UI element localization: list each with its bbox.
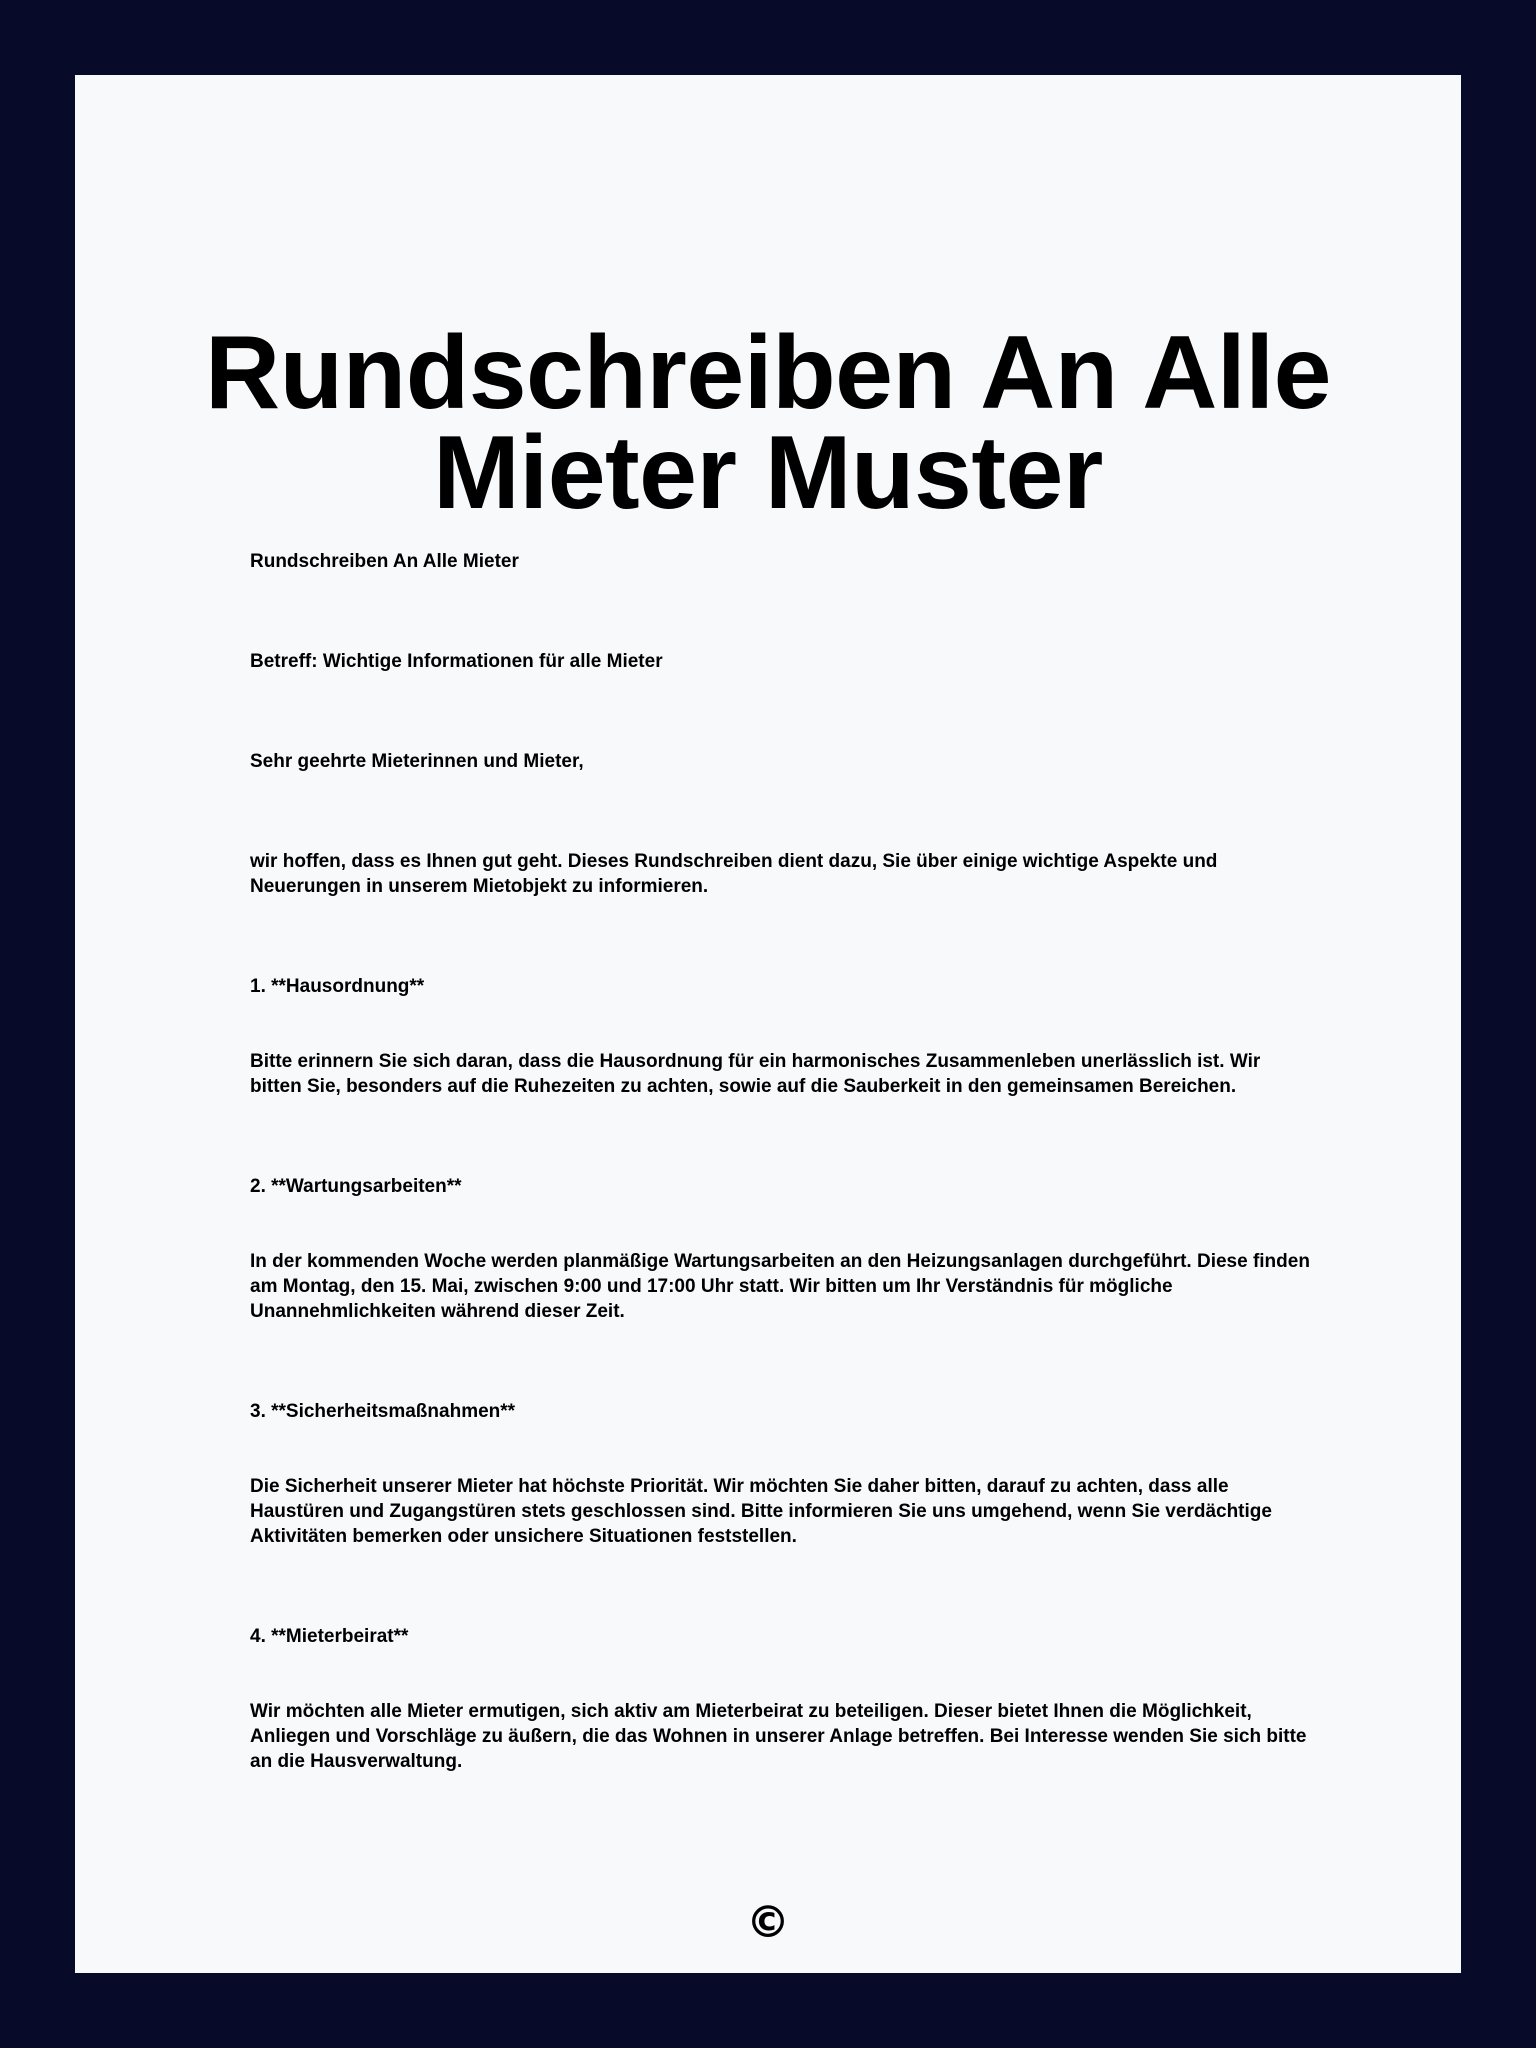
letter-heading: Rundschreiben An Alle Mieter: [250, 551, 519, 572]
letter-salutation: Sehr geehrte Mieterinnen und Mieter,: [250, 751, 584, 772]
section-heading: 2. **Wartungsarbeiten**: [250, 1176, 462, 1197]
letter-intro: wir hoffen, dass es Ihnen gut geht. Dieses Rundschreiben dient dazu, Sie über einige wichtige Aspekte und Neuerungen in unserem Mietobjekt zu informieren.: [250, 851, 1218, 897]
section-heading: 4. **Mieterbeirat**: [250, 1626, 409, 1647]
copyright-icon: ©: [746, 1897, 790, 1948]
section-body: Die Sicherheit unserer Mieter hat höchste Priorität. Wir möchten Sie daher bitten, darauf zu achten, dass alle Haustüren und Zugangstüren stets geschlossen sind. Bitte informieren Sie uns umgehend, wenn Sie verdächtige Aktivitäten bemerken oder unsichere Situationen feststellen.: [250, 1476, 1272, 1547]
document-body: [250, 549, 1310, 1774]
section-heading: 3. **Sicherheitsmaßnahmen**: [250, 1401, 516, 1422]
section-heading: 1. **Hausordnung**: [250, 976, 425, 997]
letter-subject: Betreff: Wichtige Informationen für alle Mieter: [250, 651, 663, 672]
section-body: Wir möchten alle Mieter ermutigen, sich aktiv am Mieterbeirat zu beteiligen. Dieser bietet Ihnen die Möglichkeit, Anliegen und Vorschläge zu äußern, die das Wohnen in unserer Anlage betreffen. Bei Interesse wenden Sie sich bitte an die Hausverwaltung.: [250, 1701, 1307, 1772]
section-body: Bitte erinnern Sie sich daran, dass die Hausordnung für ein harmonisches Zusammenleben unerlässlich ist. Wir bitten Sie, besonders auf die Ruhezeiten zu achten, sowie auf die Sauberkeit in den gemeinsamen Bereichen.: [250, 1051, 1261, 1097]
document-page: [75, 75, 1461, 1973]
document-title: Rundschreiben An Alle Mieter Muster: [205, 315, 1331, 531]
section-body: In der kommenden Woche werden planmäßige Wartungsarbeiten an den Heizungsanlagen durchgeführt. Diese finden am Montag, den 15. Mai, zwischen 9:00 und 17:00 Uhr statt. Wir bitten um Ihr Verständnis für mögliche Unannehmlichkeiten während dieser Zeit.: [250, 1251, 1310, 1322]
